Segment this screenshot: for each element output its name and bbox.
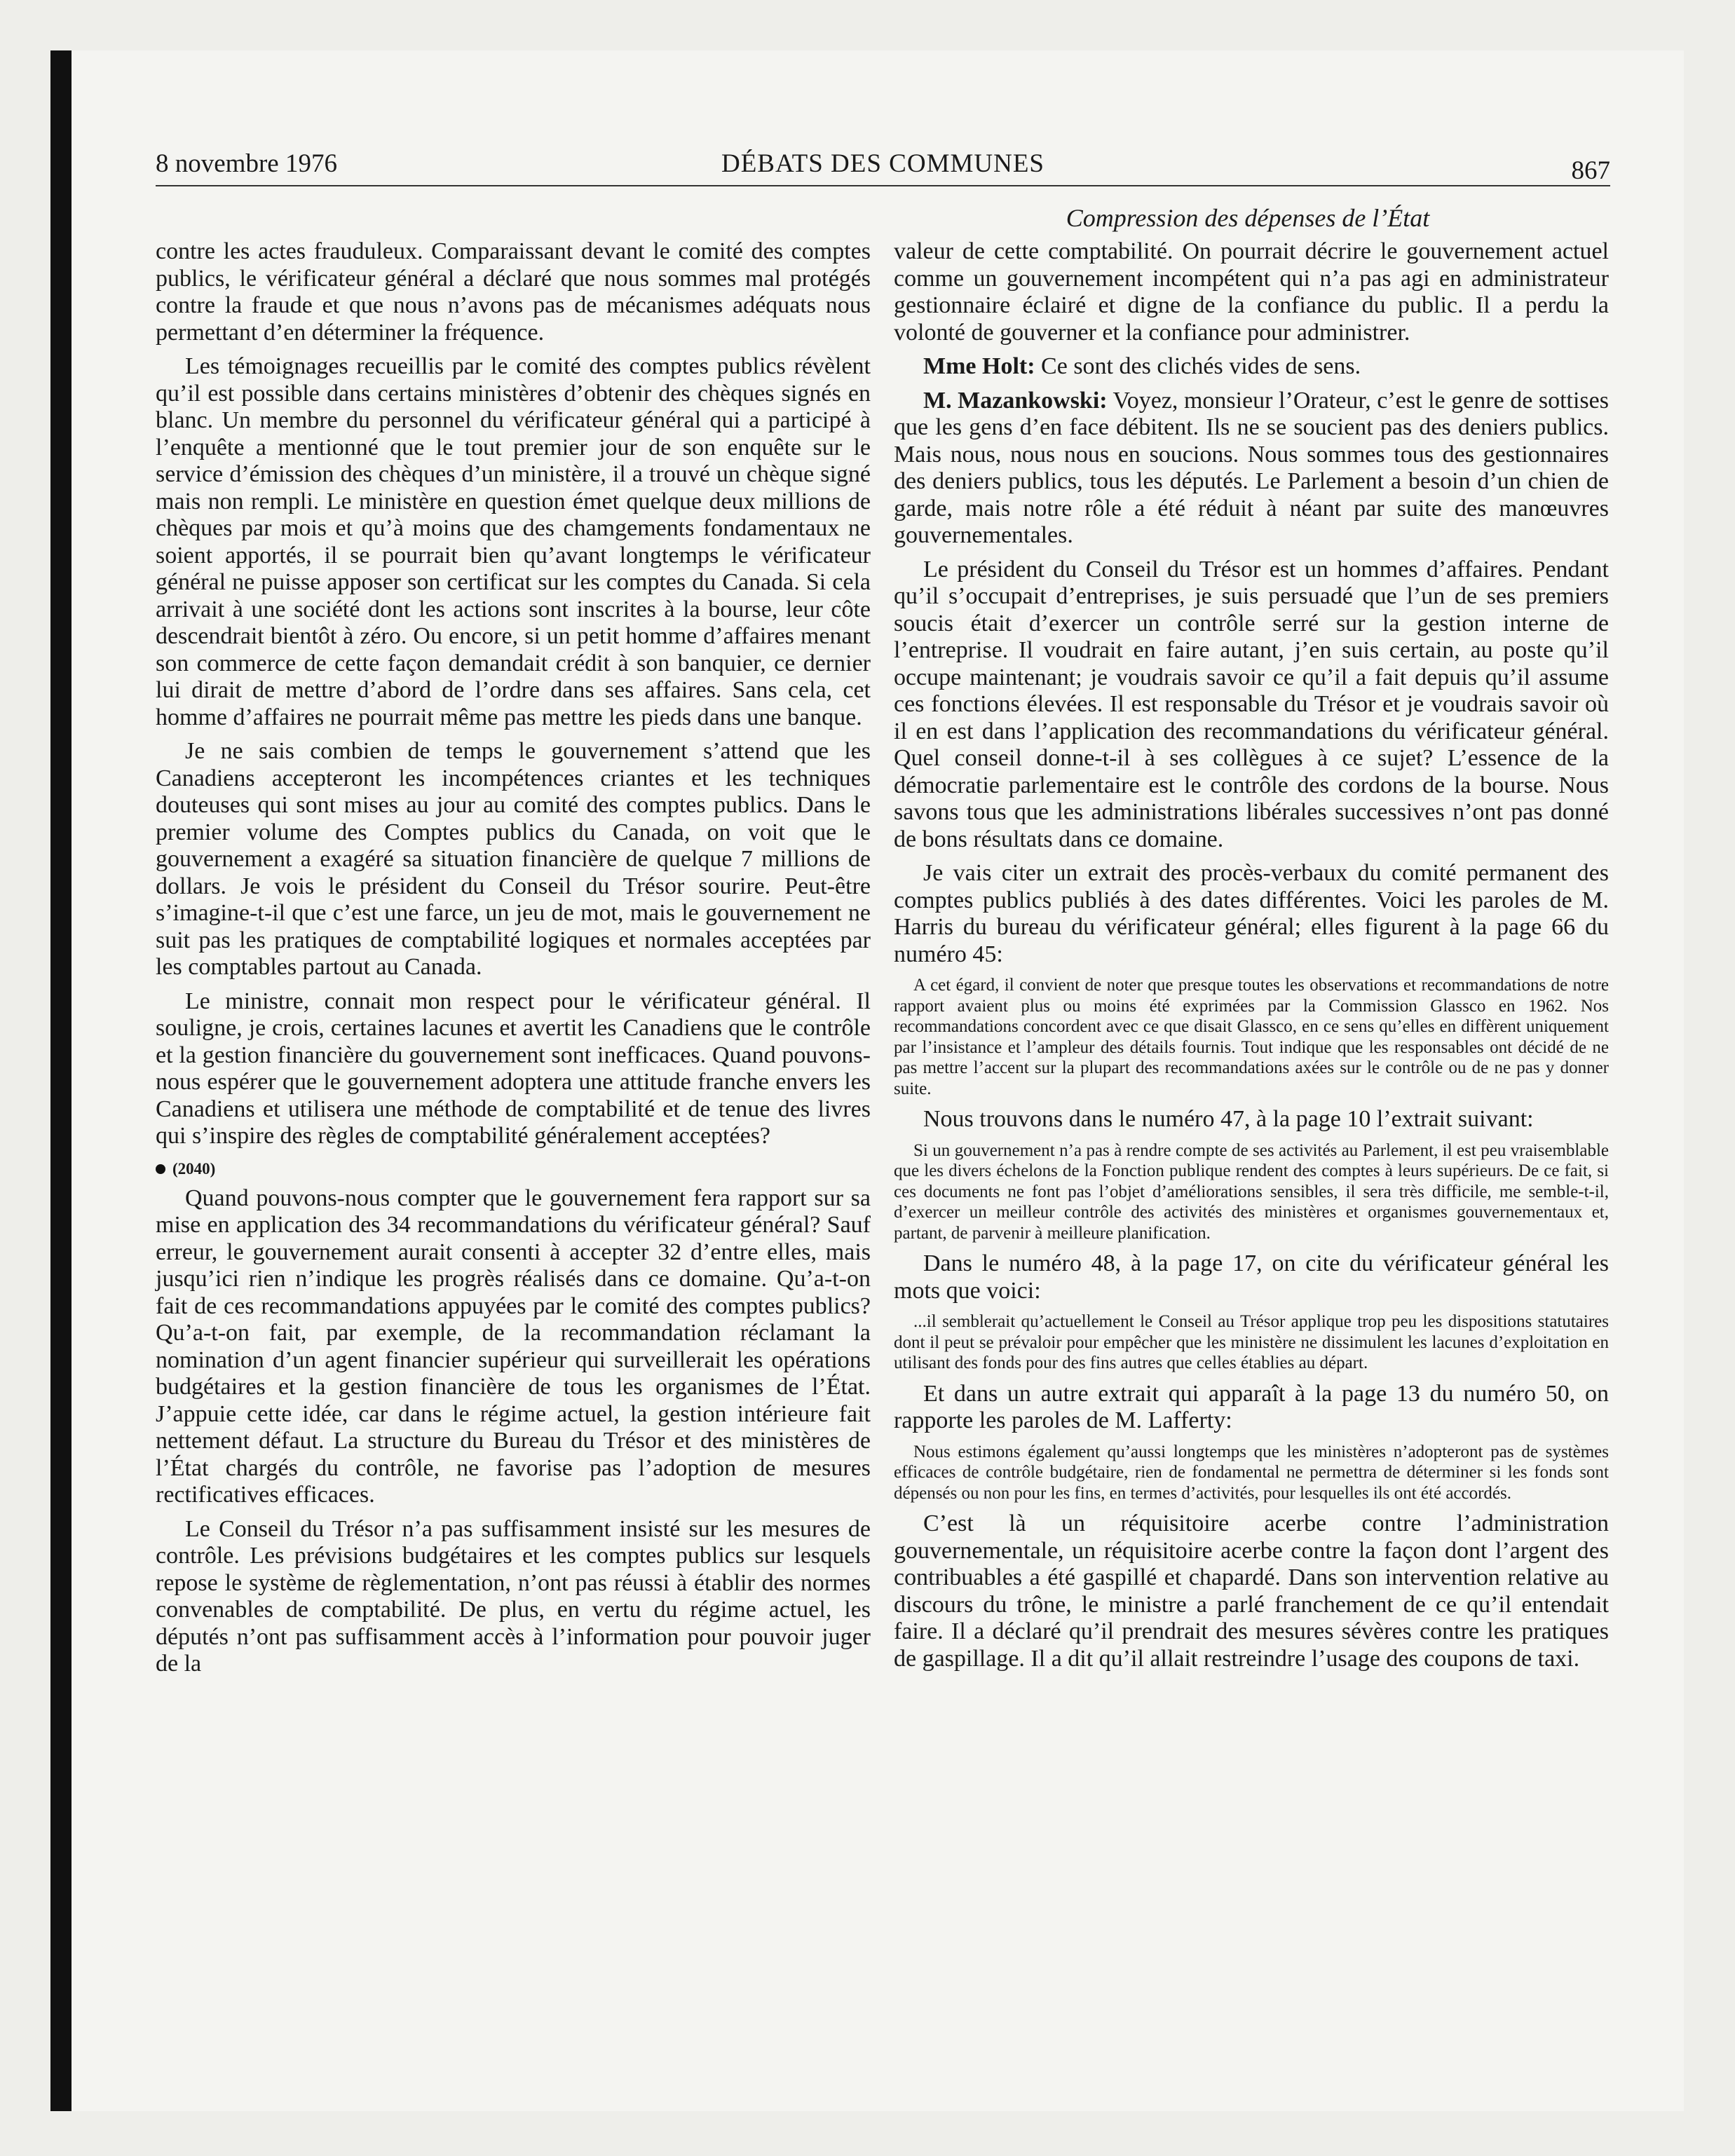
left-column: [156, 238, 871, 1678]
running-header: [156, 149, 1610, 186]
paragraph: Le Conseil du Trésor n’a pas suffisamment insisté sur les mesures de contrôle. Les prévisions budgétaires et les comptes publics sur lesquels repose le système de règlementation, n’ont pas réussi à établir des normes convenables de comptabilité. De plus, en vertu du régime actuel, les députés n’ont pas suffisamment accès à l’information pour pouvoir juger de la: [156, 1515, 871, 1677]
header-date: 8 novembre 1976: [156, 149, 337, 178]
section-subtitle: Compression des dépenses de l’État: [1066, 204, 1430, 232]
paragraph: valeur de cette comptabilité. On pourrait décrire le gouvernement actuel comme un gouvernement incompétent qui n’a pas agi en administrateur gestionnaire éclairé et digne de la confiance du public. Il a perdu la volonté de gouverner et la confiance pour administrer.: [894, 238, 1609, 346]
paragraph: Quand pouvons-nous compter que le gouvernement fera rapport sur sa mise en application des 34 recommandations du vérificateur général? Sauf erreur, le gouvernement aurait consenti à accepter 32 d’entre elles, mais jusqu’ici rien n’indique les progrès réalisés dans ce domaine. Qu’a-t-on fait de ces recommandations appuyées par le comité des comptes publics? Qu’a-t-on fait, par exemple, de la recommandation réclamant la nomination d’un agent financier supérieur qui surveillerait les opérations budgétaires et la gestion financière de tous les organismes de l’État. J’appuie cette idée, car dans le régime actuel, la gestion intérieure fait nettement défaut. La structure du Bureau du Trésor et des ministères de l’État chargés du contrôle, ne favorise pas l’adoption de mesures rectificatives efficaces.: [156, 1185, 871, 1508]
time-marker: [156, 1160, 871, 1178]
paragraph: contre les actes frauduleux. Comparaissant devant le comité des comptes publics, le vérificateur général a déclaré que nous sommes mal protégés contre la fraude et que nous n’avons pas de mécanismes adéquats nous permettant d’en déterminer la fréquence.: [156, 238, 871, 346]
block-quote: Nous estimons également qu’aussi longtemps que les ministères n’adopteront pas de systèmes efficaces de contrôle budgétaire, rien de fondamental ne permettra de déterminer si les fonds sont dépensés ou non pour les fins, en termes d’activités, pour lesquelles ils ont été accordés.: [894, 1442, 1609, 1503]
paragraph: Nous trouvons dans le numéro 47, à la page 10 l’extrait suivant:: [923, 1106, 1534, 1132]
bullet-dot-icon: [156, 1164, 165, 1174]
paragraph: Le président du Conseil du Trésor est un hommes d’affaires. Pendant qu’il s’occupait d’entreprises, je suis persuadé que l’un de ses premiers soucis était d’exercer un contrôle serré sur la gestion interne de l’entreprise. Il voudrait en faire autant, j’en suis certain, au poste qu’il occupe maintenant; je voudrais savoir ce qu’il a fait depuis qu’il assume ces fonctions élevées. Il est responsable du Trésor et je voudrais savoir où il en est dans l’application des recommandations du vérificateur général. Quel conseil donne-t-il à ses collègues à ce sujet? L’essence de la démocratie parlementaire est le contrôle des cordons de la bourse. Nous savons tous que les administrations libérales successives n’ont pas donné de bons résultats dans ce domaine.: [894, 556, 1609, 852]
right-column: [894, 238, 1609, 1672]
paragraph: Dans le numéro 48, à la page 17, on cite du vérificateur général les mots que voici:: [894, 1250, 1609, 1304]
paragraph: Le ministre, connait mon respect pour le vérificateur général. Il souligne, je crois, certaines lacunes et avertit les Canadiens que le contrôle et la gestion financière du gouvernement sont inefficaces. Quand pouvons-nous espérer que le gouvernement adoptera une attitude franche envers les Canadiens et utilisera une méthode de comptabilité et de tenue des livres qui s’inspire des règles de comptabilité généralement acceptées?: [156, 988, 871, 1149]
scan-left-border: [50, 50, 72, 2111]
block-quote: A cet égard, il convient de noter que presque toutes les observations et recommandations de notre rapport avaient plus ou moins été exprimées par la Commission Glassco en 1962. Nos recommandations concordent avec ce que disait Glassco, en ce sens qu’elles en diffèrent uniquement par l’insistance et l’ampleur des détails fournis. Tout indique que les responsables ont décidé de ne pas mettre l’accent sur la plupart des recommandations axées sur le contrôle ou de ne pas y donner suite.: [894, 976, 1609, 1098]
page-number: 867: [1571, 156, 1610, 185]
speaker-name: M. Mazankowski:: [923, 387, 1108, 414]
paragraph: Les témoignages recueillis par le comité des comptes publics révèlent qu’il est possible dans certains ministères d’obtenir des chèques signés en blanc. Un membre du personnel du vérificateur général qui a participé à l’enquête a mentionné que le tout premier jour de son enquête sur le service d’émission des chèques d’un ministère, il a trouvé un chèque signé mais non rempli. Le ministère en question émet quelque deux millions de chèques par mois et qu’à moins que des chamgements fondamentaux ne soient apportés, il se pourrait bien qu’avant longtemps le vérificateur général ne puisse apposer son certificat sur les comptes du Canada. Si cela arrivait à une société dont les actions sont inscrites à la bourse, leur côte descendrait bientôt à zéro. Ou encore, si un petit homme d’affaires menant son commerce de cette façon demandait crédit à son banquier, ce dernier lui dirait de mettre d’abord de l’ordre dans ses affaires. Sans cela, cet homme d’affaires ne pourrait même pas mettre les pieds dans une banque.: [156, 353, 871, 730]
block-quote: ...il semblerait qu’actuellement le Conseil au Trésor applique trop peu les dispositions statutaires dont il peut se prévaloir pour empêcher que les ministère ne dissimulent les lacunes d’exploitation en utilisant des fonds pour des fins autres que celles établies au départ.: [894, 1312, 1609, 1372]
paragraph: Et dans un autre extrait qui apparaît à la page 13 du numéro 50, on rapporte les paroles de M. Lafferty:: [894, 1380, 1609, 1433]
paragraph: Je vais citer un extrait des procès-verbaux du comité permanent des comptes publics publiés à des dates différentes. Voici les paroles de M. Harris du bureau du vérificateur général; elles figurent à la page 66 du numéro 45:: [894, 860, 1609, 967]
speaker-paragraph: [894, 353, 1609, 381]
speech-text: Ce sont des clichés vides de sens.: [1035, 353, 1361, 379]
speaker-paragraph: [894, 388, 1609, 550]
header-title: DÉBATS DES COMMUNES: [721, 149, 1045, 178]
paragraph: C’est là un réquisitoire acerbe contre l’administration gouvernementale, un réquisitoire acerbe contre la façon dont l’argent des contribuables a été gaspillé et chapardé. Dans son intervention relative au discours du trône, le ministre a parlé franchement de ce qu’il entendait faire. Il a déclaré qu’il prendrait des mesures sévères contre les pratiques de gaspillage. Il a dit qu’il allait restreindre l’usage des coupons de taxi.: [894, 1510, 1609, 1672]
speaker-name: Mme Holt:: [923, 353, 1035, 379]
paragraph: Je ne sais combien de temps le gouvernement s’attend que les Canadiens accepteront les incompétences criantes et les techniques douteuses qui sont mises au jour au comité des comptes publics. Dans le premier volume des Comptes publics du Canada, on voit que le gouvernement a exagéré sa situation financière de quelque 7 millions de dollars. Je vois le président du Conseil du Trésor sourire. Peut-être s’imagine-t-il que c’est une farce, un jeu de mot, mais le gouvernement ne suit pas les pratiques de comptabilité logiques et normales acceptées par les comptables partout au Canada.: [156, 738, 871, 980]
block-quote: Si un gouvernement n’a pas à rendre compte de ses activités au Parlement, il est peu vraisemblable que les divers échelons de la Fonction publique rendent des comptes à leurs supérieurs. De ce fait, si ces documents ne font pas l’objet d’améliorations sensibles, il sera très difficile, me semble-t-il, d’exercer un meilleur contrôle des activités des ministères et organismes gouvernementaux et, partant, de parvenir à meilleure planification.: [894, 1140, 1609, 1243]
speech-text: Voyez, monsieur l’Orateur, c’est le genre de sottises que les gens d’en face débitent. Ils ne se soucient pas des deniers publics. Mais nous, nous nous en soucions. Nous sommes tous des gestionnaires des deniers publics, tous les députés. Le Parlement a besoin d’un chien de garde, mais notre rôle a été réduit à néant par suite des manœuvres gouvernementales.: [894, 387, 1609, 548]
time-marker-label: (2040): [172, 1159, 216, 1178]
